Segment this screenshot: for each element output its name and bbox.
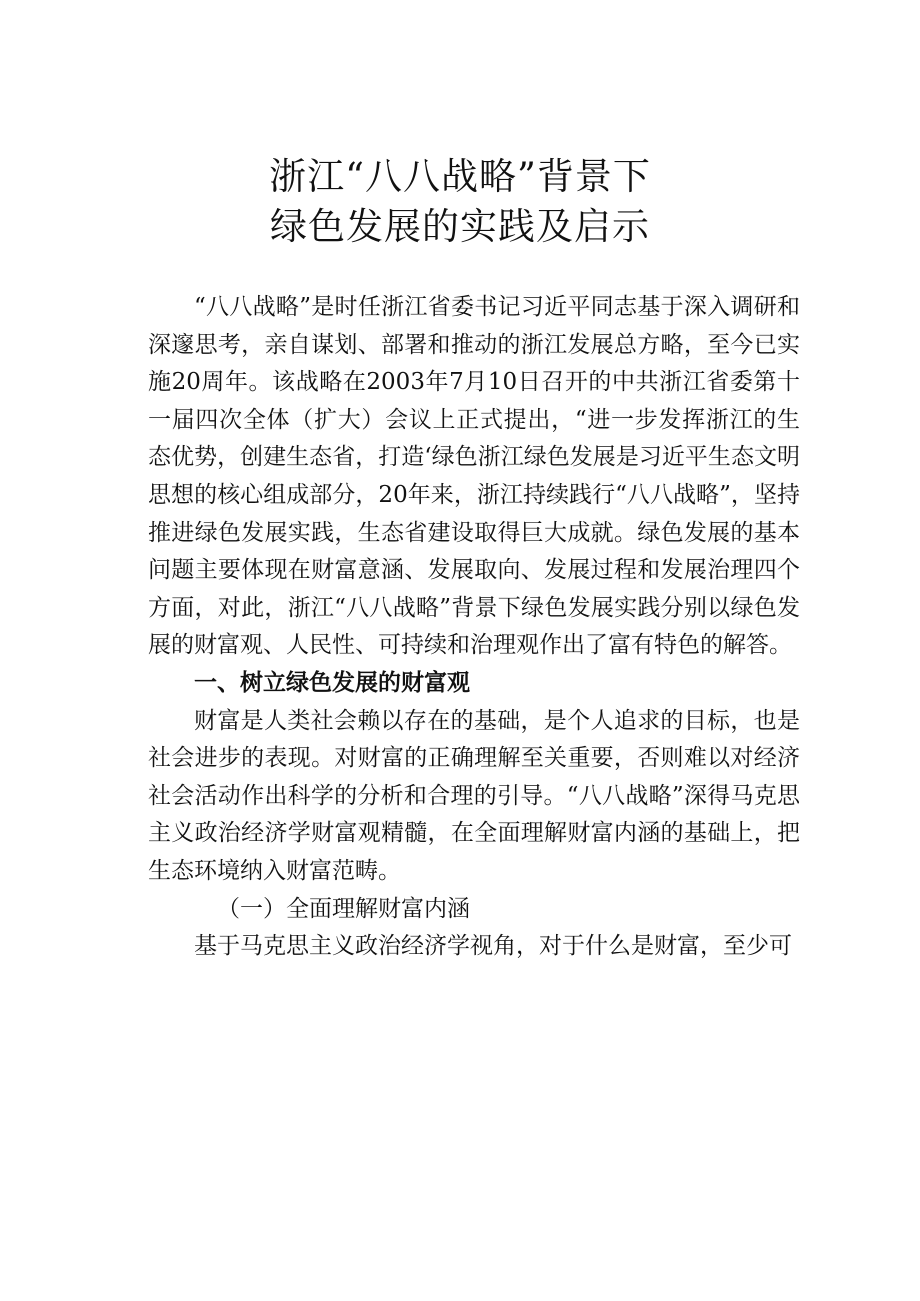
subsection-heading: （一）全面理解财富内涵 [217,895,470,922]
title-line-1: 浙江“八八战略”背景下 [269,155,651,198]
section-paragraph: 财富是人类社会赖以存在的基础，是个人追求的目标，也是社会进步的表现。对财富的正确理解至关重要，否则难以对经济社会活动作出科学的分析和合理的引导。“八八战略”深得马克思主义政治经济学财富观精髓，在全面理解财富内涵的基础上，把生态环境纳入财富范畴。 [148,707,800,884]
title-line-2: 绿色发展的实践及启示 [270,205,650,248]
subsection-paragraph: 基于马克思主义政治经济学视角，对于什么是财富，至少可 [194,933,792,960]
section-heading: 一、树立绿色发展的财富观 [194,669,470,696]
document-body [148,289,800,966]
document-title [0,152,920,252]
intro-paragraph: “八八战略”是时任浙江省委书记习近平同志基于深入调研和深邃思考，亲自谋划、部署和推动的浙江发展总方略，至今已实施20周年。该战略在2003年7月10日召开的中共浙江省委第十一届四次全体（扩大）会议上正式提出，“进一步发挥浙江的生态优势，创建生态省，打造‘绿色浙江绿色发展是习近平生态文明思想的核心组成部分，20年来，浙江持续践行“八八战略”，坚持推进绿色发展实践，生态省建设取得巨大成就。绿色发展的基本问题主要体现在财富意涵、发展取向、发展过程和发展治理四个方面，对此，浙江“八八战略”背景下绿色发展实践分别以绿色发展的财富观、人民性、可持续和治理观作出了富有特色的解答。 [148,294,800,659]
